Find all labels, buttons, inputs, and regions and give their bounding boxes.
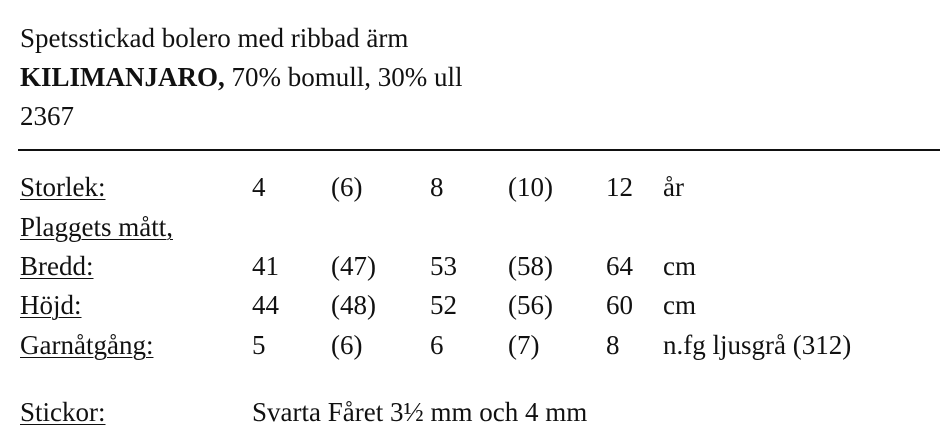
needles-row bbox=[0, 395, 940, 429]
height-unit: cm bbox=[663, 290, 696, 320]
height-row bbox=[0, 288, 940, 322]
yarn-value: (7) bbox=[508, 330, 540, 360]
size-value: 4 bbox=[252, 172, 266, 202]
pattern-number: 2367 bbox=[20, 101, 74, 131]
width-value: (58) bbox=[508, 251, 553, 281]
measurements-label: Plaggets mått, bbox=[20, 212, 173, 242]
size-value: (6) bbox=[331, 172, 363, 202]
yarn-value: 6 bbox=[430, 330, 444, 360]
width-unit: cm bbox=[663, 251, 696, 281]
yarn-label: Garnåtgång: bbox=[20, 330, 154, 360]
yarn-value: (6) bbox=[331, 330, 363, 360]
height-value: 52 bbox=[430, 290, 457, 320]
size-value: 12 bbox=[606, 172, 633, 202]
width-value: (47) bbox=[331, 251, 376, 281]
size-value: 8 bbox=[430, 172, 444, 202]
header-divider bbox=[18, 149, 940, 151]
size-row bbox=[0, 170, 940, 204]
yarn-value: 5 bbox=[252, 330, 266, 360]
height-value: 60 bbox=[606, 290, 633, 320]
width-value: 53 bbox=[430, 251, 457, 281]
size-unit: år bbox=[663, 172, 684, 202]
yarn-unit: n.fg ljusgrå (312) bbox=[663, 330, 852, 360]
pattern-subtitle: Spetsstickad bolero med ribbad ärm bbox=[20, 23, 409, 53]
width-label: Bredd: bbox=[20, 251, 94, 281]
yarn-value: 8 bbox=[606, 330, 620, 360]
width-row bbox=[0, 249, 940, 283]
width-value: 41 bbox=[252, 251, 279, 281]
needles-label: Stickor: bbox=[20, 397, 106, 427]
height-label: Höjd: bbox=[20, 290, 82, 320]
yarn-blend: 70% bomull, 30% ull bbox=[224, 62, 463, 92]
height-value: 44 bbox=[252, 290, 279, 320]
width-value: 64 bbox=[606, 251, 633, 281]
yarn-title bbox=[20, 61, 463, 93]
size-value: (10) bbox=[508, 172, 553, 202]
yarn-row bbox=[0, 328, 940, 362]
size-label: Storlek: bbox=[20, 172, 106, 202]
height-value: (56) bbox=[508, 290, 553, 320]
measurements-row bbox=[0, 210, 940, 244]
needles-value: Svarta Fåret 3½ mm och 4 mm bbox=[252, 397, 588, 427]
yarn-name: KILIMANJARO, bbox=[20, 62, 225, 92]
height-value: (48) bbox=[331, 290, 376, 320]
